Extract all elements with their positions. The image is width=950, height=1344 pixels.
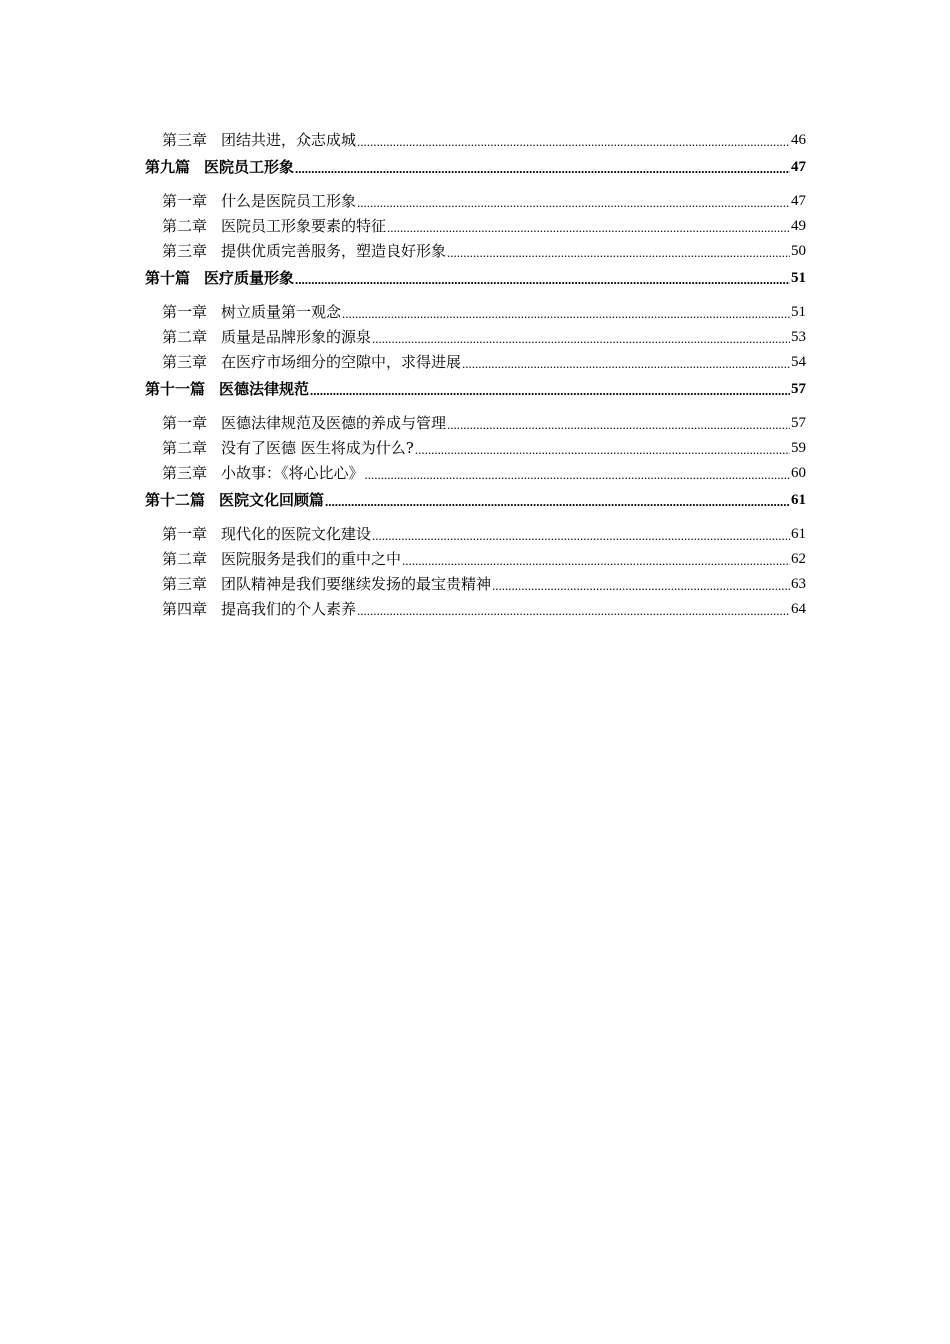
toc-dot-leader — [387, 217, 790, 235]
toc-page-number: 49 — [791, 218, 806, 234]
toc-entry-title: 团结共进，众志成城 — [221, 131, 357, 149]
toc-entry-number: 第九篇 — [145, 158, 191, 176]
toc-dot-leader — [462, 353, 790, 371]
toc-entry-label — [162, 242, 446, 260]
toc-entry-title: 什么是医院员工形象 — [221, 192, 357, 210]
toc-entry-title: 树立质量第一观念 — [221, 303, 342, 321]
toc-page-number: 51 — [791, 270, 806, 286]
toc-page-number: 47 — [791, 159, 806, 175]
toc-entry-label — [162, 439, 414, 457]
toc-entry-number: 第四章 — [162, 600, 208, 618]
toc-page-number: 59 — [791, 440, 806, 456]
toc-entry-title: 医院文化回顾篇 — [219, 491, 325, 509]
toc-entry-title: 提高我们的个人素养 — [221, 600, 357, 618]
toc-entry-label — [162, 328, 371, 346]
toc-dot-leader — [357, 131, 790, 149]
toc-chapter-entry[interactable] — [145, 518, 806, 543]
toc-part-entry[interactable] — [145, 158, 806, 176]
toc-entry-title: 在医疗市场细分的空隙中，求得进展 — [221, 353, 462, 371]
toc-dot-leader — [447, 414, 790, 432]
toc-entry-label — [162, 217, 386, 235]
toc-dot-leader — [447, 242, 790, 260]
toc-page-number: 50 — [791, 243, 806, 259]
toc-entry-title: 医院员工形象要素的特征 — [221, 217, 387, 235]
toc-page-number: 61 — [791, 526, 806, 542]
toc-entry-number: 第十一篇 — [145, 380, 206, 398]
toc-entry-number: 第三章 — [162, 242, 208, 260]
toc-dot-leader — [402, 550, 790, 568]
toc-entry-number: 第二章 — [162, 439, 208, 457]
toc-entry-label — [162, 303, 341, 321]
toc-dot-leader — [357, 600, 790, 618]
toc-entry-number: 第一章 — [162, 414, 208, 432]
toc-entry-title: 提供优质完善服务，塑造良好形象 — [221, 242, 447, 260]
toc-entry-number: 第三章 — [162, 575, 208, 593]
toc-dot-leader — [325, 491, 790, 509]
toc-page-number: 62 — [791, 551, 806, 567]
toc-entry-number: 第二章 — [162, 550, 208, 568]
toc-entry-title: 医院员工形象 — [204, 158, 295, 176]
toc-chapter-entry[interactable] — [145, 346, 806, 371]
toc-chapter-entry[interactable] — [145, 407, 806, 432]
toc-entry-number: 第二章 — [162, 328, 208, 346]
toc-entry-title: 医院服务是我们的重中之中 — [221, 550, 402, 568]
toc-dot-leader — [365, 464, 790, 482]
toc-part-entry[interactable] — [145, 269, 806, 287]
toc-entry-title: 医德法律规范 — [219, 380, 310, 398]
table-of-contents — [145, 124, 806, 618]
toc-entry-number: 第一章 — [162, 525, 208, 543]
toc-entry-label — [145, 269, 294, 287]
toc-entry-title: 质量是品牌形象的源泉 — [221, 328, 372, 346]
toc-entry-label — [162, 600, 356, 618]
toc-entry-title: 医德法律规范及医德的养成与管理 — [221, 414, 447, 432]
toc-entry-number: 第十篇 — [145, 269, 191, 287]
toc-entry-number: 第一章 — [162, 303, 208, 321]
toc-entry-title: 没有了医德 医生将成为什么? — [221, 439, 414, 457]
toc-chapter-entry[interactable] — [145, 235, 806, 260]
toc-chapter-entry[interactable] — [145, 432, 806, 457]
toc-chapter-entry[interactable] — [145, 593, 806, 618]
toc-page-number: 53 — [791, 329, 806, 345]
toc-chapter-entry[interactable] — [145, 210, 806, 235]
toc-dot-leader — [372, 328, 790, 346]
toc-chapter-entry[interactable] — [145, 296, 806, 321]
toc-page-number: 46 — [791, 132, 806, 148]
toc-entry-label — [162, 353, 461, 371]
toc-page-number: 63 — [791, 576, 806, 592]
toc-entry-label — [162, 192, 356, 210]
toc-entry-label — [145, 380, 309, 398]
toc-entry-title: 团队精神是我们要继续发扬的最宝贵精神 — [221, 575, 492, 593]
toc-entry-number: 第三章 — [162, 131, 208, 149]
toc-dot-leader — [342, 303, 790, 321]
toc-entry-number: 第一章 — [162, 192, 208, 210]
toc-entry-label — [162, 575, 491, 593]
toc-entry-label — [162, 525, 371, 543]
toc-entry-label — [162, 414, 446, 432]
toc-dot-leader — [372, 525, 790, 543]
toc-entry-title: 医疗质量形象 — [204, 269, 295, 287]
toc-entry-label — [145, 158, 294, 176]
toc-page-number: 54 — [791, 354, 806, 370]
toc-dot-leader — [415, 439, 790, 457]
toc-dot-leader — [492, 575, 790, 593]
toc-page-number: 61 — [791, 492, 806, 508]
toc-entry-label — [162, 550, 401, 568]
toc-part-entry[interactable] — [145, 380, 806, 398]
toc-page-number: 60 — [791, 465, 806, 481]
toc-part-entry[interactable] — [145, 491, 806, 509]
toc-page-number: 64 — [791, 601, 806, 617]
toc-entry-title: 现代化的医院文化建设 — [221, 525, 372, 543]
toc-dot-leader — [295, 158, 790, 176]
toc-page-number: 57 — [791, 381, 806, 397]
toc-entry-number: 第三章 — [162, 353, 208, 371]
toc-dot-leader — [357, 192, 790, 210]
toc-page-number: 47 — [791, 193, 806, 209]
toc-chapter-entry[interactable] — [145, 457, 806, 482]
toc-chapter-entry[interactable] — [145, 185, 806, 210]
toc-entry-number: 第十二篇 — [145, 491, 206, 509]
toc-chapter-entry[interactable] — [145, 124, 806, 149]
toc-dot-leader — [310, 380, 790, 398]
toc-entry-number: 第三章 — [162, 464, 208, 482]
toc-entry-title: 小故事：《将心比心》 — [221, 464, 364, 482]
toc-chapter-entry[interactable] — [145, 321, 806, 346]
toc-chapter-entry[interactable] — [145, 568, 806, 593]
toc-entry-number: 第二章 — [162, 217, 208, 235]
toc-entry-label — [162, 131, 356, 149]
toc-chapter-entry[interactable] — [145, 543, 806, 568]
toc-page-number: 57 — [791, 415, 806, 431]
toc-entry-label — [162, 464, 364, 482]
toc-entry-label — [145, 491, 324, 509]
toc-dot-leader — [295, 269, 790, 287]
toc-page-number: 51 — [791, 304, 806, 320]
